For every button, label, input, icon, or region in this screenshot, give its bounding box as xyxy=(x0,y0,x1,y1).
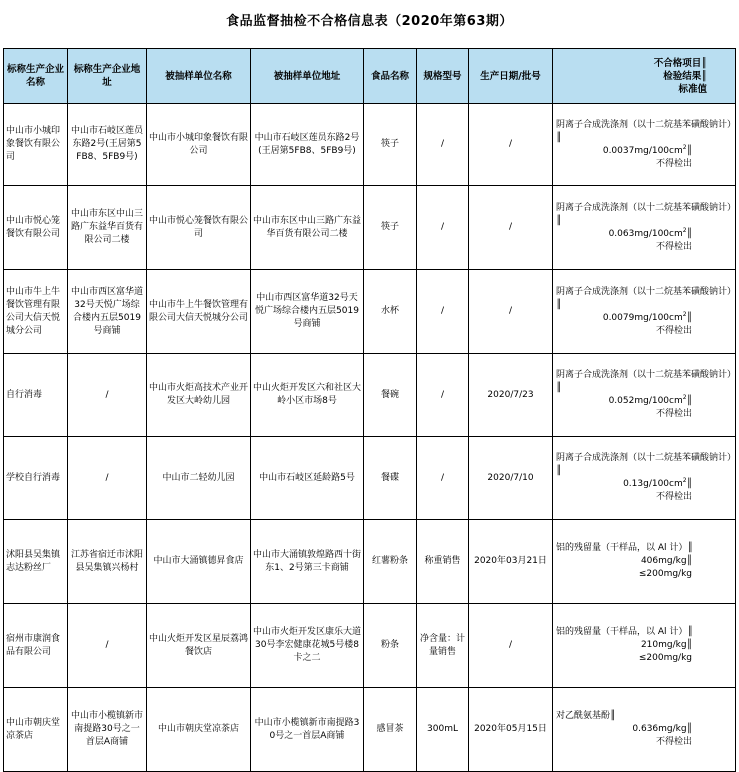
result-cell xyxy=(553,688,736,772)
test-result-value xyxy=(556,555,732,568)
test-result-number: 210mg/kg║ xyxy=(640,640,692,650)
result-cell xyxy=(553,270,736,354)
standard-value: ≤200mg/kg xyxy=(638,653,692,663)
result-separator: ║ xyxy=(686,396,692,406)
result-cell xyxy=(553,437,736,520)
table-row xyxy=(4,104,736,186)
header-food-name: 食品名称 xyxy=(364,49,417,104)
test-result-number: 0.13g/100cm xyxy=(623,479,683,489)
header-result-line3: 标准值 xyxy=(678,83,707,95)
standard-value: 不得检出 xyxy=(655,409,692,419)
table-row xyxy=(4,688,736,772)
food-name-cell: 感冒茶 xyxy=(364,688,417,772)
production-date-cell: 2020/7/23 xyxy=(469,354,553,437)
result-cell xyxy=(553,104,736,186)
spec-cell: 称重销售 xyxy=(417,520,469,604)
spec-cell: / xyxy=(417,437,469,520)
header-sampled-unit-address: 被抽样单位地址 xyxy=(251,49,364,104)
producer-address-cell: / xyxy=(68,604,147,688)
header-production-date: 生产日期/批号 xyxy=(469,49,553,104)
production-date-cell: 2020/7/10 xyxy=(469,437,553,520)
test-result-value xyxy=(556,228,732,241)
result-separator: ║ xyxy=(686,228,692,239)
unit-exponent: 2 xyxy=(682,143,687,151)
test-result-number: 0.063mg/100cm xyxy=(608,228,683,239)
standard-value: 不得检出 xyxy=(655,241,692,252)
unqualified-item: 阴离子合成洗涤剂（以十二烷基苯磺酸钠计）║ xyxy=(556,453,732,476)
result-cell xyxy=(553,604,736,688)
test-result-value xyxy=(556,723,732,736)
test-result-value xyxy=(556,639,732,652)
unqualified-item: 铝的残留量（干样品，以 Al 计）║ xyxy=(556,627,693,637)
food-name-cell: 餐碗 xyxy=(364,354,417,437)
sampled-unit-name-cell: 中山市朝庆堂凉茶店 xyxy=(147,688,251,772)
producer-address-cell: 中山市东区中山三路广东益华百货有限公司二楼 xyxy=(68,186,147,270)
test-result-number: 0.0079mg/100cm xyxy=(602,312,683,323)
test-result-value xyxy=(556,145,732,158)
unqualified-item: 阴离子合成洗涤剂（以十二烷基苯磺酸钠计）║ xyxy=(556,286,732,310)
production-date-cell: / xyxy=(469,186,553,270)
spec-cell: 300mL xyxy=(417,688,469,772)
sampled-unit-address-cell: 中山火炬开发区六和社区大岭小区市场8号 xyxy=(251,354,364,437)
unit-exponent: 2 xyxy=(682,477,687,484)
unqualified-item: 阴离子合成洗涤剂（以十二烷基苯磺酸钠计）║ xyxy=(556,119,732,143)
table-row xyxy=(4,520,736,604)
standard-value: 不得检出 xyxy=(655,492,692,502)
sampled-unit-name-cell: 中山市悦心笼餐饮有限公司 xyxy=(147,186,251,270)
producer-name-cell: 中山市牛上牛餐饮管理有限公司大信天悦城分公司 xyxy=(4,270,68,354)
producer-address-cell: / xyxy=(68,437,147,520)
sampled-unit-address-cell: 中山市小榄镇新市南提路30号之一首层A商铺 xyxy=(251,688,364,772)
production-date-cell: 2020年05月15日 xyxy=(469,688,553,772)
food-name-cell: 筷子 xyxy=(364,186,417,270)
result-cell xyxy=(553,354,736,437)
spec-cell: / xyxy=(417,186,469,270)
header-producer-name: 标称生产企业名称 xyxy=(4,49,68,104)
table-row xyxy=(4,270,736,354)
sampled-unit-name-cell: 中山火炬开发区星辰荔鸿餐饮店 xyxy=(147,604,251,688)
production-date-cell: / xyxy=(469,604,553,688)
unqualified-info-table xyxy=(3,48,736,772)
producer-name-cell: 学校自行消毒 xyxy=(4,437,68,520)
test-result-value xyxy=(556,312,732,325)
unit-exponent: 2 xyxy=(682,226,687,234)
sampled-unit-address-cell: 中山市大涌镇敦煌路西十街东1、2号第三卡商铺 xyxy=(251,520,364,604)
header-result xyxy=(553,49,736,104)
sampled-unit-address-cell: 中山市火炬开发区康乐大道30号李宏健康花城5号楼8卡之二 xyxy=(251,604,364,688)
food-name-cell: 红薯粉条 xyxy=(364,520,417,604)
producer-name-cell: 中山市悦心笼餐饮有限公司 xyxy=(4,186,68,270)
producer-address-cell: 中山市西区富华道32号天悦广场综合楼内五层5019号商铺 xyxy=(68,270,147,354)
producer-name-cell: 中山市朝庆堂凉茶店 xyxy=(4,688,68,772)
sampled-unit-name-cell: 中山市火炬高技术产业开发区大岭幼儿园 xyxy=(147,354,251,437)
standard-value: 不得检出 xyxy=(655,737,692,747)
unqualified-item: 阴离子合成洗涤剂（以十二烷基苯磺酸钠计）║ xyxy=(556,370,732,393)
result-separator: ║ xyxy=(686,145,692,156)
standard-value: 不得检出 xyxy=(655,158,692,169)
unqualified-item: 铝的残留量（干样品，以 Al 计）║ xyxy=(556,543,693,553)
sampled-unit-name-cell: 中山市小城印象餐饮有限公司 xyxy=(147,104,251,186)
production-date-cell: 2020年03月21日 xyxy=(469,520,553,604)
result-separator: ║ xyxy=(686,312,692,323)
header-result-line1: 不合格项目║ xyxy=(653,57,707,69)
test-result-number: 0.636mg/kg║ xyxy=(632,724,692,734)
table-row xyxy=(4,354,736,437)
spec-cell: / xyxy=(417,104,469,186)
producer-address-cell: 中山市石岐区莲员东路2号(王居第5FB8、5FB9号) xyxy=(68,104,147,186)
test-result-value xyxy=(556,478,732,491)
sampled-unit-name-cell: 中山市二轻幼儿园 xyxy=(147,437,251,520)
header-producer-address: 标称生产企业地址 xyxy=(68,49,147,104)
unit-exponent: 2 xyxy=(682,310,687,318)
result-cell xyxy=(553,186,736,270)
header-sampled-unit-name: 被抽样单位名称 xyxy=(147,49,251,104)
table-row xyxy=(4,604,736,688)
standard-value: 不得检出 xyxy=(655,325,692,336)
producer-address-cell: 中山市小榄镇新市南提路30号之一首层A商铺 xyxy=(68,688,147,772)
result-cell xyxy=(553,520,736,604)
unqualified-item: 阴离子合成洗涤剂（以十二烷基苯磺酸钠计）║ xyxy=(556,202,732,226)
table-row xyxy=(4,437,736,520)
table-header-row xyxy=(4,49,736,104)
page-title: 食品监督抽检不合格信息表（2020年第63期） xyxy=(226,14,513,29)
sampled-unit-name-cell: 中山市牛上牛餐饮管理有限公司大信天悦城分公司 xyxy=(147,270,251,354)
producer-name-cell: 宿州市康润食品有限公司 xyxy=(4,604,68,688)
header-result-line2: 检验结果║ xyxy=(663,70,707,82)
producer-name-cell: 沭阳县吴集镇志达粉丝厂 xyxy=(4,520,68,604)
spec-cell: / xyxy=(417,270,469,354)
test-result-number: 0.052mg/100cm xyxy=(608,396,683,406)
sampled-unit-address-cell: 中山市西区富华道32号天悦广场综合楼内五层5019号商铺 xyxy=(251,270,364,354)
sampled-unit-address-cell: 中山市石岐区莲员东路2号(王居第5FB8、5FB9号) xyxy=(251,104,364,186)
standard-value: ≤200mg/kg xyxy=(638,569,692,579)
header-spec: 规格型号 xyxy=(417,49,469,104)
food-name-cell: 筷子 xyxy=(364,104,417,186)
sampled-unit-address-cell: 中山市东区中山三路广东益华百货有限公司二楼 xyxy=(251,186,364,270)
sampled-unit-address-cell: 中山市石岐区延龄路5号 xyxy=(251,437,364,520)
producer-address-cell: / xyxy=(68,354,147,437)
sampled-unit-name-cell: 中山市大涌镇德昇食店 xyxy=(147,520,251,604)
food-name-cell: 粉条 xyxy=(364,604,417,688)
result-separator: ║ xyxy=(686,479,692,489)
producer-name-cell: 中山市小城印象餐饮有限公司 xyxy=(4,104,68,186)
production-date-cell: / xyxy=(469,104,553,186)
test-result-number: 406mg/kg║ xyxy=(640,556,692,566)
table-row xyxy=(4,186,736,270)
spec-cell: / xyxy=(417,354,469,437)
unqualified-item: 对乙酰氨基酚║ xyxy=(556,711,616,721)
producer-address-cell: 江苏省宿迁市沭阳县吴集镇兴杨村 xyxy=(68,520,147,604)
production-date-cell: / xyxy=(469,270,553,354)
producer-name-cell: 自行消毒 xyxy=(4,354,68,437)
spec-cell: 净含量：计量销售 xyxy=(417,604,469,688)
food-name-cell: 餐碟 xyxy=(364,437,417,520)
unit-exponent: 2 xyxy=(682,394,687,401)
test-result-number: 0.0037mg/100cm xyxy=(602,145,683,156)
test-result-value xyxy=(556,395,732,408)
food-name-cell: 水杯 xyxy=(364,270,417,354)
